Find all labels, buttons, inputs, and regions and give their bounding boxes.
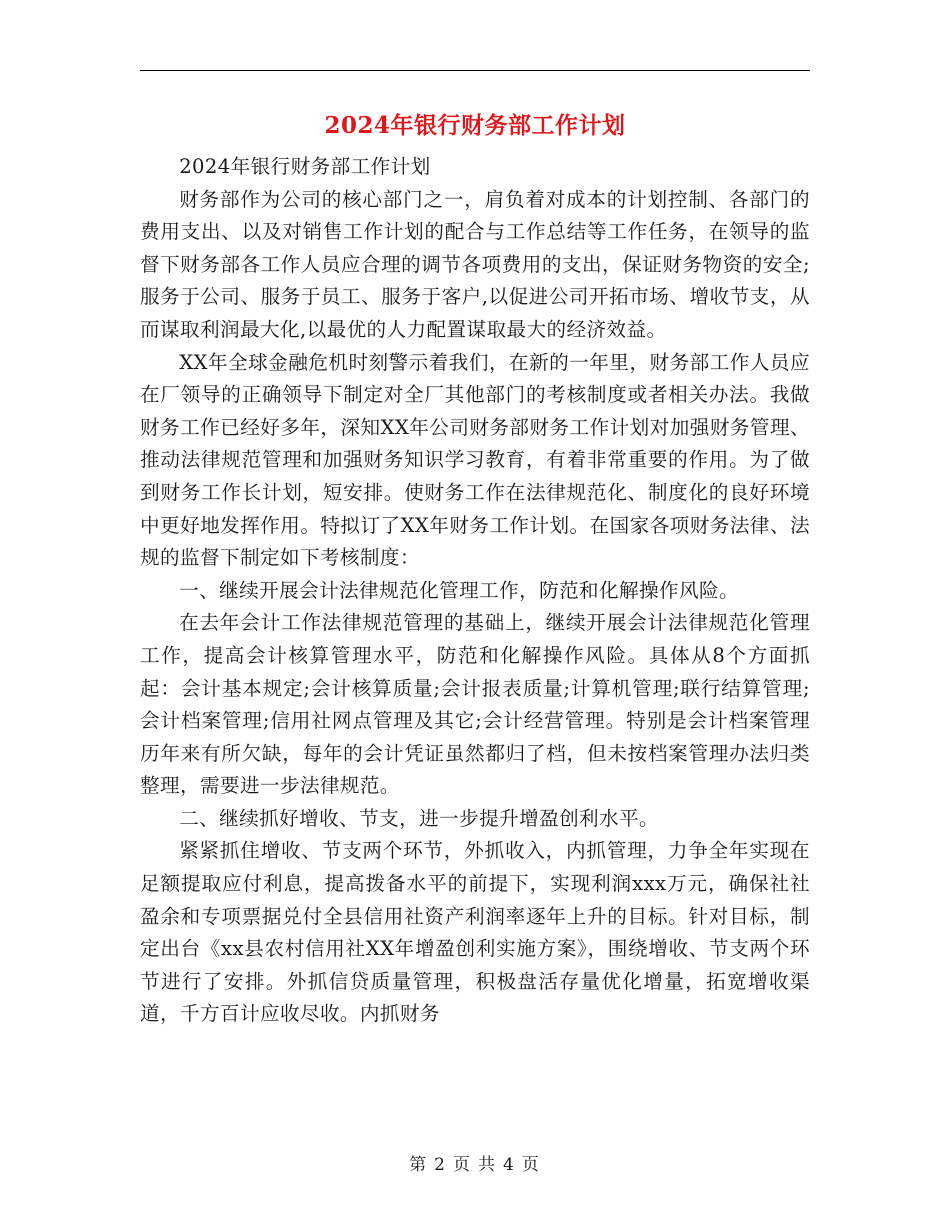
paragraph-section-1: 在去年会计工作法律规范管理的基础上，继续开展会计法律规范化管理工作，提高会计核算管理水平，防范和化解操作风险。具体从8个方面抓起：会计基本规定;会计核算质量;会计报表质量;计算机管理;联行结算管理;会计档案管理;信用社网点管理及其它;会计经营管理。特别是会计档案管理历年来有所欠缺，每年的会计凭证虽然都归了档，但未按档案管理办法归类整理，需要进一步法律规范。 <box>140 611 810 798</box>
footer-total-label: 共 <box>478 1155 497 1175</box>
paragraph-intro: 财务部作为公司的核心部门之一，肩负着对成本的计划控制、各部门的费用支出、以及对销售工作计划的配合与工作总结等工作任务，在领导的监督下财务部各工作人员应合理的调节各项费用的支出，保证财务物资的安全;服务于公司、服务于员工、服务于客户,以促进公司开拓市场、增收节支，从而谋取利润最大化,以最优的人力配置谋取最大的经济效益。 <box>140 187 810 341</box>
footer-current-page: 2 <box>434 1155 447 1175</box>
paragraph-subtitle: 2024年银行财务部工作计划 <box>179 155 431 178</box>
footer-total-pages: 4 <box>503 1155 516 1175</box>
paragraph-background: XX年全球金融危机时刻警示着我们，在新的一年里，财务部工作人员应在厂领导的正确领导下制定对全厂其他部门的考核制度或者相关办法。我做财务工作已经好多年，深知XX年公司财务部财务工作计划对加强财务管理、推动法律规范管理和加强财务知识学习教育，有着非常重要的作用。为了做到财务工作长计划，短安排。使财务工作在法律规范化、制度化的良好环境中更好地发挥作用。特拟订了XX年财务工作计划。在国家各项财务法律、法规的监督下制定如下考核制度： <box>140 350 810 570</box>
section-heading-2: 二、继续抓好增收、节支，进一步提升增盈创利水平。 <box>179 806 660 830</box>
paragraph-section-2: 紧紧抓住增收、节支两个环节，外抓收入，内抓管理，力争全年实现在足额提取应付利息，提高拨备水平的前提下，实现利润xxx万元，确保社社盈余和专项票据兑付全县信用社资产利润率逐年上升的目标。针对目标，制定出台《xx县农村信用社XX年增盈创利实施方案》，围绕增收、节支两个环节进行了安排。外抓信贷质量管理，积极盘活存量优化增量，拓宽增收渠道，千方百计应收尽收。内抓财务 <box>140 839 810 1026</box>
section-heading-1: 一、继续开展会计法律规范化管理工作，防范和化解操作风险。 <box>179 578 740 602</box>
page-footer <box>140 1153 810 1177</box>
document-title: 2024年银行财务部工作计划 <box>324 112 626 139</box>
footer-suffix: 页 <box>521 1155 541 1175</box>
header-rule <box>140 70 810 71</box>
footer-prefix: 第 <box>409 1155 429 1175</box>
document-body <box>140 151 810 1031</box>
footer-page-label: 页 <box>453 1155 472 1175</box>
